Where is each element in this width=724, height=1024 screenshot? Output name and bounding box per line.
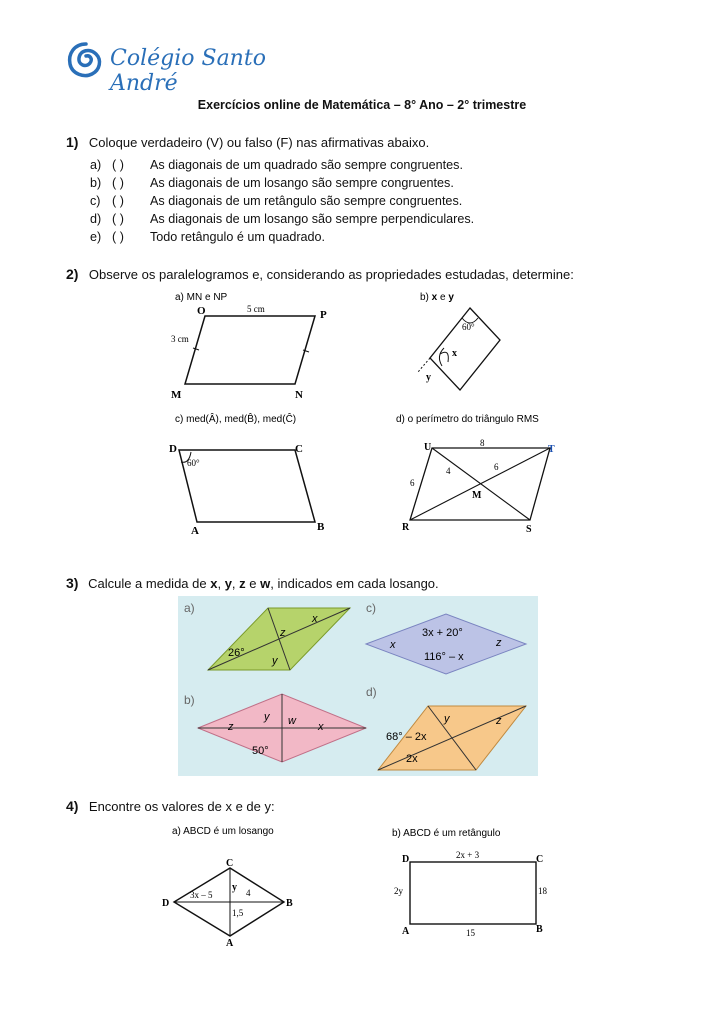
question-number: 3) [66,575,79,591]
svg-text:b) ABCD é um retângulo: b) ABCD é um retângulo [392,828,501,839]
svg-text:B: B [536,924,543,935]
question-number: 4) [66,798,79,814]
svg-text:y: y [232,882,237,893]
question-number: 2) [66,266,79,282]
figure-q2a [165,288,355,402]
svg-text:d) o perímetro do triângulo RM: d) o perímetro do triângulo RMS [396,414,539,425]
svg-text:B: B [317,521,325,533]
svg-text:A: A [402,926,410,937]
svg-text:2x + 3: 2x + 3 [456,850,480,860]
svg-text:D: D [162,898,170,909]
svg-text:A: A [226,938,234,949]
figure-q2c [165,408,365,538]
svg-text:O: O [197,305,206,317]
figure-q2b [416,288,526,398]
svg-text:2x: 2x [406,753,418,765]
svg-text:z: z [280,627,286,639]
question-4 [66,798,275,816]
svg-text:z: z [228,721,234,733]
question-3: 3) Calcule a medida de x, y, z e w, indicados em cada losango. [66,575,439,591]
school-logo [66,40,326,96]
svg-text:P: P [320,309,327,321]
figure-q2d [394,408,574,538]
svg-text:a) MN e NP: a) MN e NP [175,292,228,303]
svg-text:5 cm: 5 cm [247,304,265,314]
svg-text:60°: 60° [462,322,475,332]
swirl-logo-icon [66,40,106,80]
question-text: Observe os paralelogramos e, considerando as propriedades estudadas, determine: [88,267,574,282]
svg-text:B: B [286,898,293,909]
svg-text:3x – 5: 3x – 5 [190,890,213,900]
svg-text:U: U [424,442,432,453]
svg-text:T: T [548,444,555,455]
list-item: c) ( ) As diagonais de um retângulo são sempre congruentes. [90,194,463,208]
svg-text:y: y [264,711,270,723]
svg-text:c): c) [366,601,376,615]
svg-text:R: R [402,522,410,533]
svg-text:50°: 50° [252,745,269,757]
svg-text:4: 4 [446,466,451,476]
figure-q4a [160,822,300,952]
svg-text:D: D [169,443,177,455]
svg-text:3x + 20°: 3x + 20° [422,627,463,639]
question-1 [66,134,429,152]
svg-text:d): d) [366,685,377,699]
svg-text:1,5: 1,5 [232,908,244,918]
svg-text:26°: 26° [228,647,245,659]
svg-text:C: C [536,854,544,865]
svg-text:c) med(Â), med(B̂), med(Ĉ): c) med(Â), med(B̂), med(Ĉ) [175,414,297,425]
svg-text:116° – x: 116° – x [424,651,464,663]
svg-text:4: 4 [246,888,251,898]
svg-text:a) ABCD é um losango: a) ABCD é um losango [172,826,274,837]
svg-text:y: y [272,655,278,667]
list-item: d) ( ) As diagonais de um losango são sempre perpendiculares. [90,212,475,226]
question-2 [66,266,574,284]
svg-text:D: D [402,854,410,865]
svg-text:z: z [496,637,502,649]
svg-text:A: A [191,525,199,537]
svg-text:y: y [444,713,450,725]
svg-text:6: 6 [410,478,415,488]
svg-text:2y: 2y [394,886,403,896]
svg-text:3 cm: 3 cm [171,334,189,344]
page-title: Exercícios online de Matemática – 8° Ano – 2° trimestre [197,98,527,112]
svg-text:M: M [171,389,182,401]
svg-text:C: C [226,858,234,869]
question-text: Encontre os valores de x e de y: [88,799,275,814]
svg-text:b): b) [184,693,195,707]
question-number: 1) [66,134,79,150]
svg-text:18: 18 [538,886,547,896]
svg-text:z: z [496,715,502,727]
svg-text:x: x [312,613,318,625]
figure-q3-panel [178,596,538,776]
svg-text:C: C [295,443,303,455]
svg-text:60°: 60° [187,458,200,468]
svg-text:b) x e y: b) x e y [420,292,454,303]
svg-text:x: x [452,348,457,359]
svg-text:N: N [295,389,303,401]
svg-text:w: w [288,715,296,727]
figure-q4b [390,822,560,942]
svg-text:y: y [426,372,431,383]
list-item: b) ( ) As diagonais de um losango são sempre congruentes. [90,176,454,190]
svg-text:M: M [472,490,482,501]
svg-text:15: 15 [466,928,475,938]
svg-text:6: 6 [494,462,499,472]
question-text: Coloque verdadeiro (V) ou falso (F) nas afirmativas abaixo. [88,135,430,150]
svg-text:x: x [318,721,324,733]
svg-text:x: x [390,639,396,651]
svg-text:S: S [526,524,532,535]
svg-text:8: 8 [480,438,485,448]
school-name: Colégio Santo André [110,46,266,96]
list-item: e) ( ) Todo retângulo é um quadrado. [90,230,326,244]
svg-text:a): a) [184,601,195,615]
list-item: a) ( ) As diagonais de um quadrado são sempre congruentes. [90,158,463,172]
svg-text:68° – 2x: 68° – 2x [386,731,427,743]
